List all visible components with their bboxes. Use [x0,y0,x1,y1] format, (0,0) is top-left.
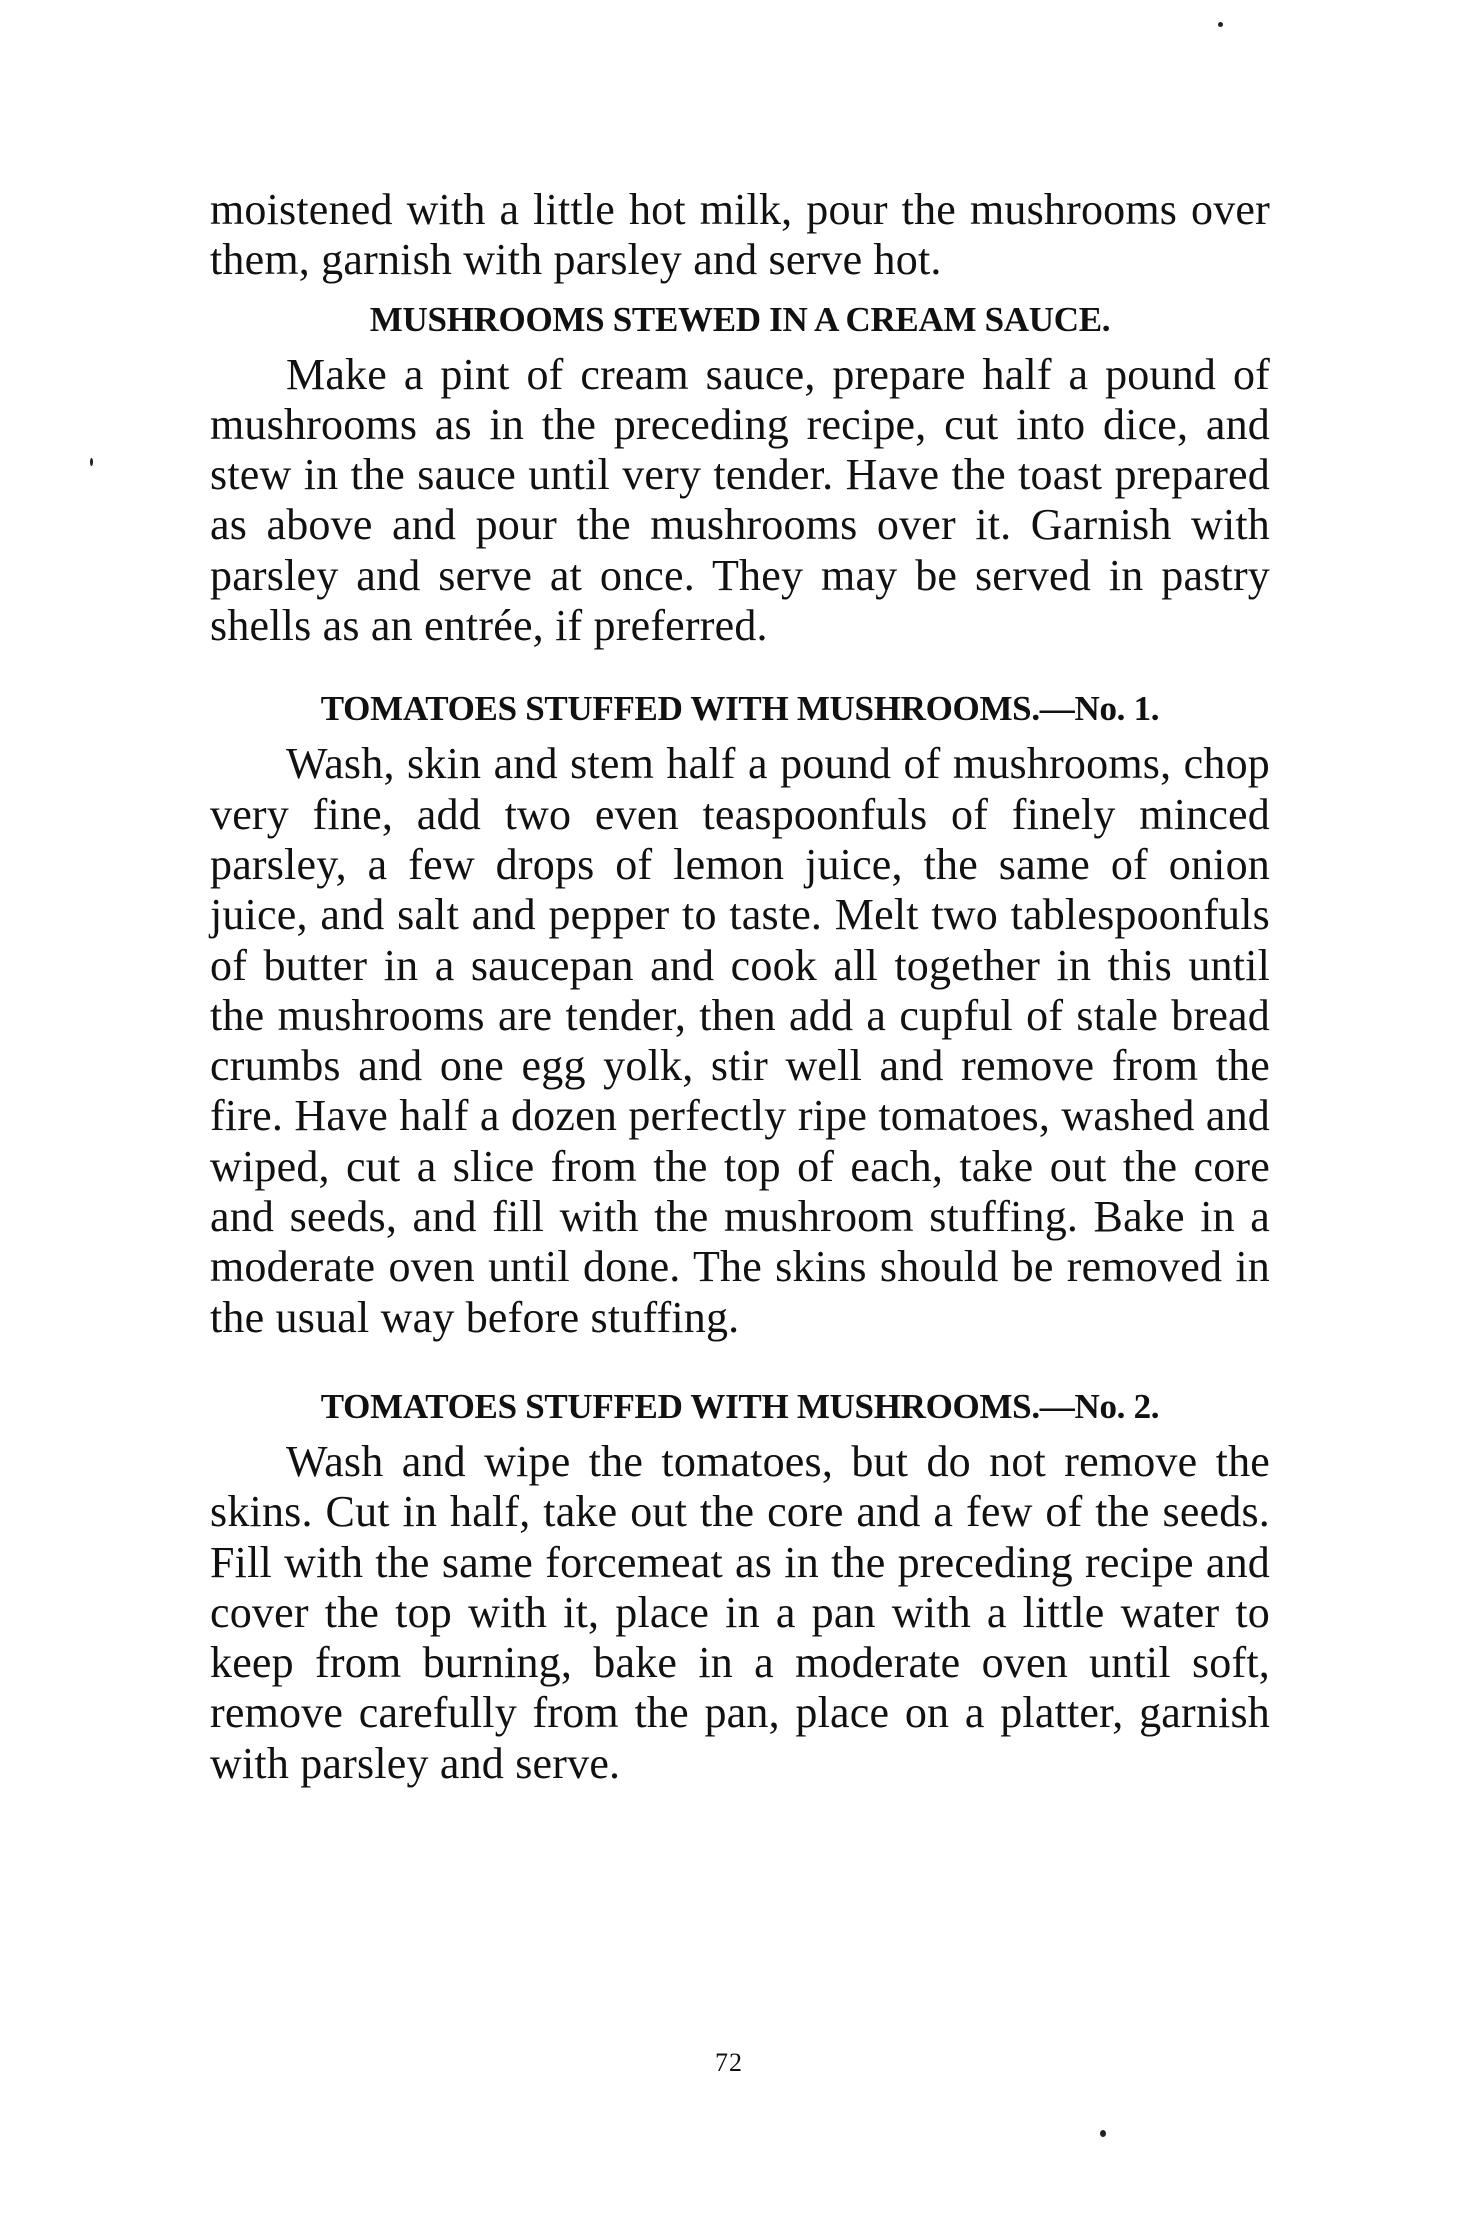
section-body-tomatoes-no2: Wash and wipe the tomatoes, but do not remove the skins. Cut in half, take out the core and a few of the seeds. Fill with the same forcemeat as in the preceding recipe and cover the top with it, place in a pan with a little water to keep from burning, bake in a moderate oven until soft, remove carefully from the pan, place on a platter, garnish with parsley and serve. [210,1436,1270,1788]
intro-paragraph: moistened with a little hot milk, pour the mushrooms over them, garnish with parsley and serve hot. [210,185,1270,285]
section-body-tomatoes-no1: Wash, skin and stem half a pound of mushrooms, chop very fine, add two even teaspoonfuls of finely minced parsley, a few drops of lemon juice, the same of onion juice, and salt and pepper to taste. Melt two tablespoonfuls of butter in a saucepan and cook all together in this until the mushrooms are tender, then add a cupful of stale bread crumbs and one egg yolk, stir well and remove from the fire. Have half a dozen perfectly ripe tomatoes, washed and wiped, cut a slice from the top of each, take out the core and seeds, and fill with the mushroom stuffing. Bake in a moderate oven until done. The skins should be removed in the usual way before stuffing. [210,739,1270,1342]
scan-speck [1218,22,1223,27]
page-number: 72 [715,2048,743,2077]
page-text-block [210,185,1270,1789]
section-heading-tomatoes-no2: TOMATOES STUFFED WITH MUSHROOMS.—No. 2. [320,1386,1160,1426]
scan-speck [90,458,93,466]
section-heading-cream-sauce: MUSHROOMS STEWED IN A CREAM SAUCE. [369,299,1111,339]
section-body-cream-sauce: Make a pint of cream sauce, prepare half a pound of mushrooms as in the preceding recipe, cut into dice, and stew in the sauce until very tender. Have the toast prepared as above and pour the mushrooms over it. Garnish with parsley and serve at once. They may be served in pastry shells as an entrée, if preferred. [210,349,1270,651]
scan-speck [1100,2130,1106,2137]
section-heading-tomatoes-no1: TOMATOES STUFFED WITH MUSHROOMS.—No. 1. [320,689,1160,729]
